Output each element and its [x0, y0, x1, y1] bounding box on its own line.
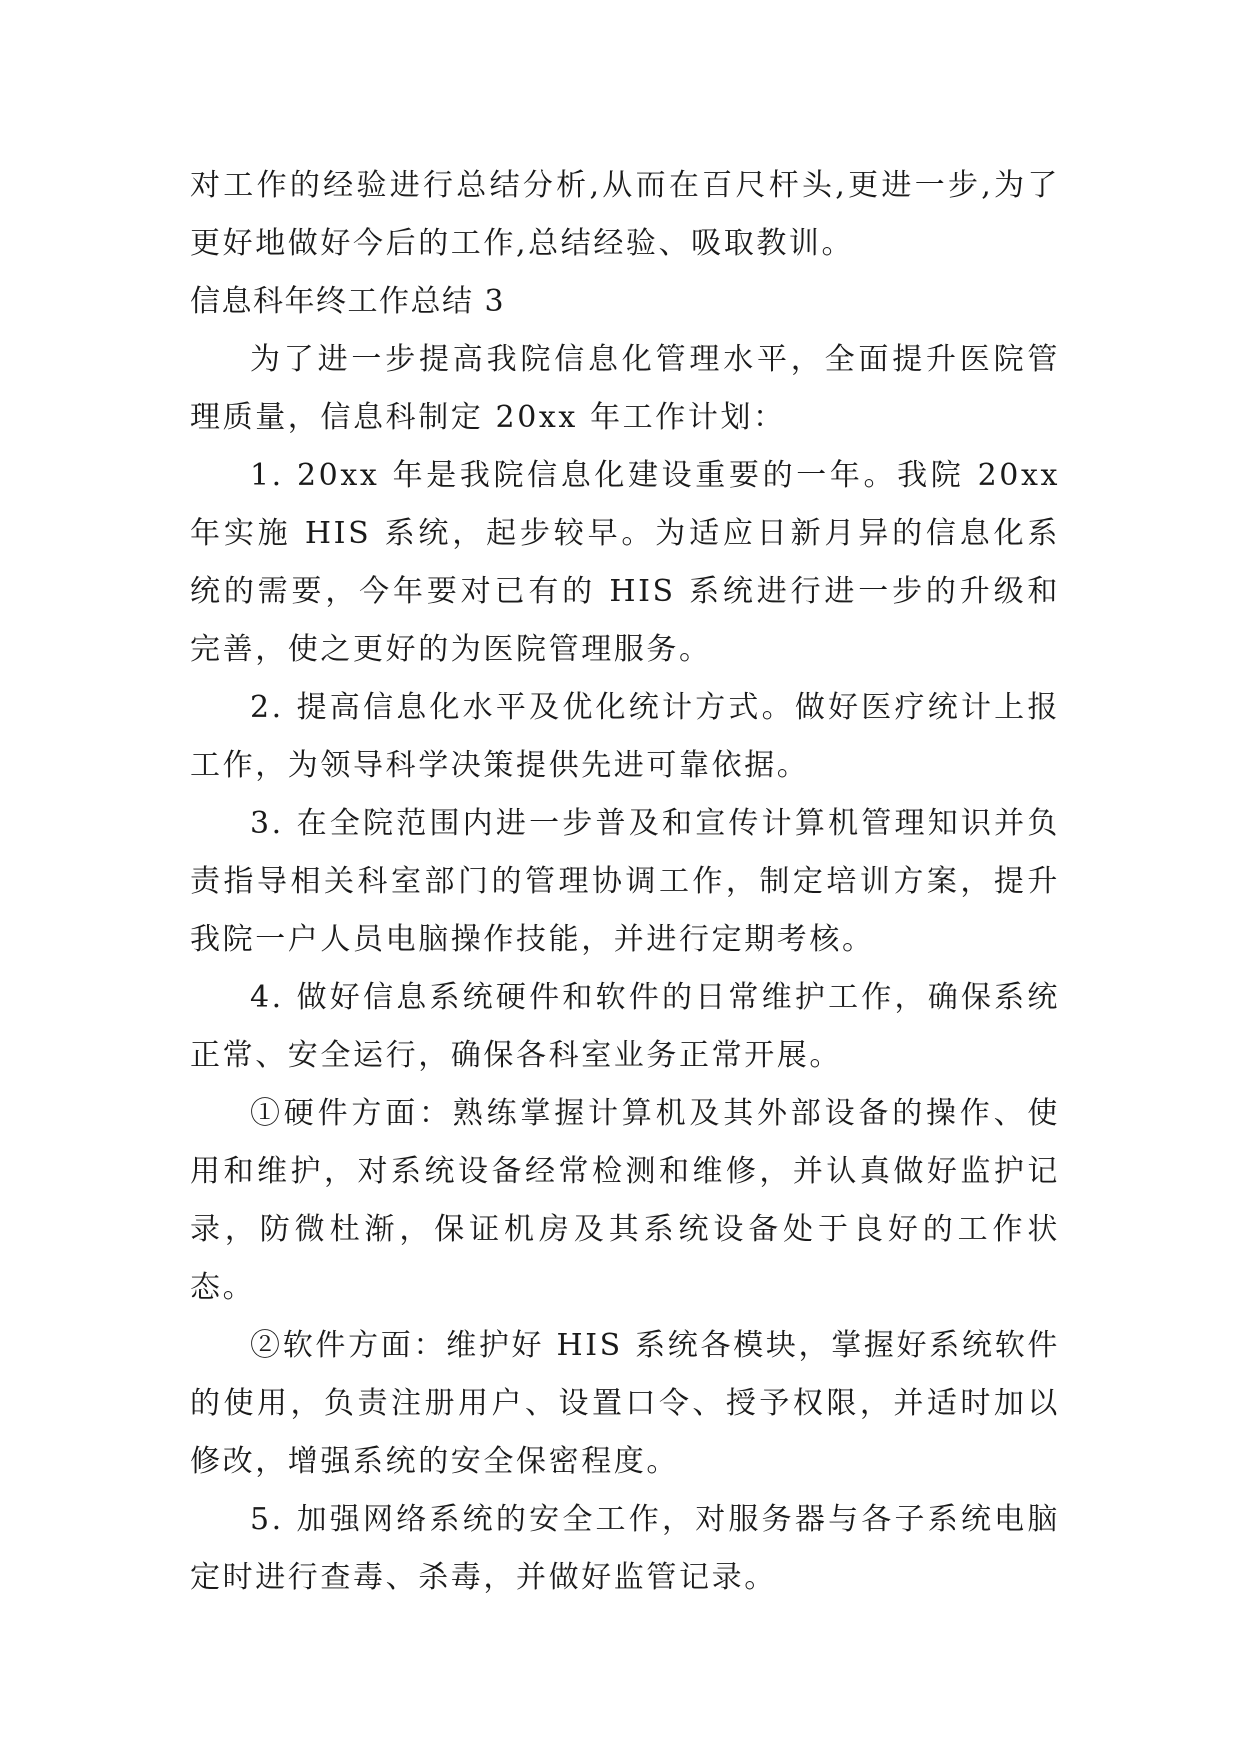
paragraph-item-1: 1. 20xx 年是我院信息化建设重要的一年。我院 20xx 年实施 HIS 系统，起步较早。为适应日新月异的信息化系统的需要，今年要对已有的 HIS 系统进行进一步的升级和完善，使之更好的为医院管理服务。 — [190, 458, 1060, 667]
section-heading: 信息科年终工作总结 3 — [190, 284, 506, 319]
intro-paragraph: 对工作的经验进行总结分析,从而在百尺杆头,更进一步,为了更好地做好今后的工作,总结经验、吸取教训。 — [190, 168, 1060, 261]
paragraph-item-4: 4. 做好信息系统硬件和软件的日常维护工作，确保系统正常、安全运行，确保各科室业务正常开展。 — [190, 980, 1060, 1073]
paragraph-intro-plan: 为了进一步提高我院信息化管理水平，全面提升医院管理质量，信息科制定 20xx 年工作计划： — [190, 342, 1060, 435]
paragraph-item-5: 5. 加强网络系统的安全工作，对服务器与各子系统电脑定时进行查毒、杀毒，并做好监管记录。 — [190, 1502, 1060, 1595]
paragraph-item-3: 3. 在全院范围内进一步普及和宣传计算机管理知识并负责指导相关科室部门的管理协调工作，制定培训方案，提升我院一户人员电脑操作技能，并进行定期考核。 — [190, 806, 1060, 957]
paragraph-item-2: 2. 提高信息化水平及优化统计方式。做好医疗统计上报工作，为领导科学决策提供先进可靠依据。 — [190, 690, 1060, 783]
paragraph-hardware: ①硬件方面：熟练掌握计算机及其外部设备的操作、使用和维护，对系统设备经常检测和维修，并认真做好监护记录，防微杜渐，保证机房及其系统设备处于良好的工作状态。 — [190, 1096, 1060, 1305]
document-body — [190, 157, 1060, 1607]
paragraph-software: ②软件方面：维护好 HIS 系统各模块，掌握好系统软件的使用，负责注册用户、设置口令、授予权限，并适时加以修改，增强系统的安全保密程度。 — [190, 1328, 1060, 1479]
